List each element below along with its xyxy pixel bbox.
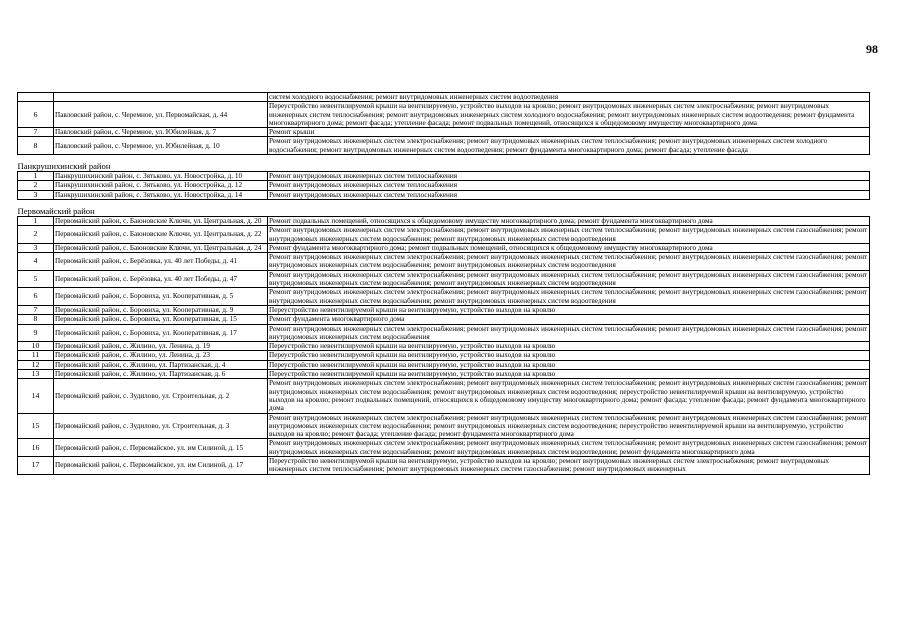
row-number: 8 <box>18 315 54 324</box>
row-number: 3 <box>18 190 54 199</box>
section-title: Первомайский район <box>17 205 95 216</box>
table-row <box>18 315 870 324</box>
row-number: 16 <box>18 439 54 457</box>
row-number: 14 <box>18 379 54 413</box>
table-row <box>18 137 870 155</box>
row-work-list: Ремонт подвальных помещений, относящихся к общедомовому имуществу многоквартирного дома; ремонт фундамента многоквартирного дома <box>268 216 870 225</box>
row-work-list: Переустройство невентилируемой крыши на вентилируемую, устройство выходов на кровлю <box>268 370 870 379</box>
row-work-list: Переустройство невентилируемой крыши на вентилируемую, устройство выходов на кровлю; ремонт внутридомовых инженерных систем электроснабжения; ремонт внутридомовых инженерных систем теплоснабжения; ремонт внутридомовых инженерных систем газоснабжения; ремонт внутридомовых инженерных <box>268 456 870 474</box>
row-number: 17 <box>18 456 54 474</box>
row-number: 5 <box>18 270 54 288</box>
row-address: Первомайский район, с. Берёзовка, ул. 40 лет Победы, д. 41 <box>54 253 268 271</box>
row-number <box>18 93 54 102</box>
table-row <box>18 439 870 457</box>
row-work-list: Переустройство невентилируемой крыши на вентилируемую, устройство выходов на кровлю <box>268 305 870 314</box>
row-work-list: Ремонт фундамента многоквартирного дома <box>268 315 870 324</box>
row-work-list: Ремонт внутридомовых инженерных систем электроснабжения; ремонт внутридомовых инженерных систем теплоснабжения; ремонт внутридомовых инженерных систем газоснабжения; ремонт внутридомовых инженерных систем водоснабжения <box>268 324 870 342</box>
row-address: Первомайский район, с. Боровиха, ул. Кооперативная, д. 15 <box>54 315 268 324</box>
row-address: Первомайский район, с. Первомайское, ул. им Силиной, д. 17 <box>54 456 268 474</box>
row-work-list: Ремонт внутридомовых инженерных систем теплоснабжения <box>268 190 870 199</box>
page-number: 98 <box>866 42 878 56</box>
row-address: Панкрушихинский район, с. Зятьково, ул. Новостройка, д. 10 <box>54 172 268 181</box>
row-address <box>54 93 268 102</box>
row-work-list: Ремонт внутридомовых инженерных систем электроснабжения; ремонт внутридомовых инженерных систем теплоснабжения; ремонт внутридомовых инженерных систем газоснабжения; ремонт внутридомовых инженерных систем водоснабжения; ремонт внутридомовых инженерных систем водоотведения <box>268 253 870 271</box>
row-number: 6 <box>18 102 54 128</box>
row-work-list: Ремонт крыши <box>268 128 870 137</box>
table-row <box>18 342 870 351</box>
repair-program-table <box>17 92 870 475</box>
table-row <box>18 253 870 271</box>
row-number: 9 <box>18 324 54 342</box>
row-number: 12 <box>18 360 54 369</box>
row-address: Первомайский район, с. Жилино, ул. Ленина, д. 19 <box>54 342 268 351</box>
row-work-list: Переустройство невентилируемой крыши на вентилируемую, устройство выходов на кровлю <box>268 351 870 360</box>
row-work-list: Переустройство невентилируемой крыши на вентилируемую, устройство выходов на кровлю; ремонт внутридомовых инженерных систем электроснабжения; ремонт внутридомовых инженерных систем теплоснабжения; ремонт внутридомовых инженерных систем холодного водоснабжения; ремонт внутридомовых инженерных систем водоотведения; ремонт фундамента многоквартирного дома; ремонт фасада; утепление фасада; ремонт подвальных помещений, относящихся к общедомовому имуществу многоквартирного дома <box>268 102 870 128</box>
table-row <box>18 181 870 190</box>
row-address: Первомайский район, с. Первомайское, ул. им Силиной, д. 15 <box>54 439 268 457</box>
section-title: Панкрушихинский район <box>17 161 111 172</box>
row-work-list: Ремонт фундамента многоквартирного дома; ремонт подвальных помещений, относящихся к общедомовому имуществу многоквартирного дома <box>268 243 870 252</box>
row-number: 11 <box>18 351 54 360</box>
row-number: 4 <box>18 253 54 271</box>
row-work-list: Ремонт внутридомовых инженерных систем электроснабжения; ремонт внутридомовых инженерных систем теплоснабжения; ремонт внутридомовых инженерных систем газоснабжения; ремонт внутридомовых инженерных систем водоснабжения; ремонт внутридомовых инженерных систем водоотведения; ремонт фундамента многоквартирного дома <box>268 439 870 457</box>
table-row <box>18 226 870 244</box>
row-number: 7 <box>18 128 54 137</box>
row-number: 6 <box>18 288 54 306</box>
row-address: Первомайский район, с. Боровиха, ул. Кооперативная, д. 17 <box>54 324 268 342</box>
section-header-row <box>18 199 870 216</box>
table-row <box>18 93 870 102</box>
table-row <box>18 413 870 439</box>
row-address: Павловский район, с. Черемное, ул. Юбилейная, д. 10 <box>54 137 268 155</box>
row-address: Павловский район, с. Черемное, ул. Первомайская, д. 44 <box>54 102 268 128</box>
row-number: 3 <box>18 243 54 252</box>
row-address: Первомайский район, с. Жилино, ул. Партизанская, д. 4 <box>54 360 268 369</box>
row-work-list: Переустройство невентилируемой крыши на вентилируемую, устройство выходов на кровлю <box>268 342 870 351</box>
row-number: 7 <box>18 305 54 314</box>
row-work-list: Ремонт внутридомовых инженерных систем электроснабжения; ремонт внутридомовых инженерных систем теплоснабжения; ремонт внутридомовых инженерных систем газоснабжения; ремонт внутридомовых инженерных систем водоснабжения; ремонт внутридомовых инженерных систем водоотведения; переустройство невентилируемой крыши на вентилируемую, устройство выходов на кровлю; ремонт подвальных помещений, относящихся к общедомовому имуществу многоквартирного дома; ремонт фасада; утепление фасада; ремонт фундамента многоквартирного дома <box>268 379 870 413</box>
row-address: Панкрушихинский район, с. Зятьково, ул. Новостройка, д. 14 <box>54 190 268 199</box>
row-work-list: Ремонт внутридомовых инженерных систем электроснабжения; ремонт внутридомовых инженерных систем теплоснабжения; ремонт внутридомовых инженерных систем холодного водоснабжения; ремонт внутридомовых инженерных систем водоотведения; ремонт фундамента многоквартирного дома; ремонт фасада; утепление фасада <box>268 137 870 155</box>
row-address: Первомайский район, с. Баюновские Ключи, ул. Центральная, д. 20 <box>54 216 268 225</box>
table-body <box>18 93 870 475</box>
row-work-list: систем холодного водоснабжения; ремонт внутридомовых инженерных систем водоотведения <box>268 93 870 102</box>
table-row <box>18 128 870 137</box>
document-table-wrapper <box>17 92 869 475</box>
table-row <box>18 305 870 314</box>
row-address: Павловский район, с. Черемное, ул. Юбилейная, д. 7 <box>54 128 268 137</box>
table-row <box>18 270 870 288</box>
row-number: 13 <box>18 370 54 379</box>
table-row <box>18 379 870 413</box>
row-work-list: Ремонт внутридомовых инженерных систем теплоснабжения <box>268 181 870 190</box>
table-row <box>18 351 870 360</box>
row-address: Первомайский район, с. Зудилово, ул. Строительная, д. 2 <box>54 379 268 413</box>
table-row <box>18 288 870 306</box>
row-work-list: Ремонт внутридомовых инженерных систем электроснабжения; ремонт внутридомовых инженерных систем теплоснабжения; ремонт внутридомовых инженерных систем газоснабжения; ремонт внутридомовых инженерных систем водоснабжения; ремонт внутридомовых инженерных систем водоотведения <box>268 270 870 288</box>
row-address: Первомайский район, с. Зудилово, ул. Строительная, д. 3 <box>54 413 268 439</box>
row-number: 15 <box>18 413 54 439</box>
row-work-list: Ремонт внутридомовых инженерных систем электроснабжения; ремонт внутридомовых инженерных систем теплоснабжения; ремонт внутридомовых инженерных систем газоснабжения; ремонт внутридомовых инженерных систем водоснабжения; ремонт внутридомовых инженерных систем водоотведения; переустройство невентилируемой крыши на вентилируемую, устройство выходов на кровлю; ремонт фасада; утепление фасада; ремонт фундамента многоквартирного дома <box>268 413 870 439</box>
row-address: Первомайский район, с. Боровиха, ул. Кооперативная, д. 5 <box>54 288 268 306</box>
row-number: 8 <box>18 137 54 155</box>
row-work-list: Переустройство невентилируемой крыши на вентилируемую, устройство выходов на кровлю <box>268 360 870 369</box>
row-work-list: Ремонт внутридомовых инженерных систем электроснабжения; ремонт внутридомовых инженерных систем теплоснабжения; ремонт внутридомовых инженерных систем газоснабжения; ремонт внутридомовых инженерных систем водоснабжения; ремонт внутридомовых инженерных систем водоотведения <box>268 288 870 306</box>
row-number: 1 <box>18 216 54 225</box>
row-work-list: Ремонт внутридомовых инженерных систем электроснабжения; ремонт внутридомовых инженерных систем теплоснабжения; ремонт внутридомовых инженерных систем газоснабжения; ремонт внутридомовых инженерных систем водоснабжения; ремонт внутридомовых инженерных систем водоотведения <box>268 226 870 244</box>
row-address: Первомайский район, с. Жилино, ул. Ленина, д. 23 <box>54 351 268 360</box>
table-row <box>18 102 870 128</box>
row-number: 2 <box>18 181 54 190</box>
row-address: Панкрушихинский район, с. Зятьково, ул. Новостройка, д. 12 <box>54 181 268 190</box>
table-row <box>18 456 870 474</box>
row-address: Первомайский район, с. Боровиха, ул. Кооперативная, д. 9 <box>54 305 268 314</box>
row-number: 1 <box>18 172 54 181</box>
table-row <box>18 360 870 369</box>
table-row <box>18 243 870 252</box>
row-address: Первомайский район, с. Жилино, ул. Партизанская, д. 6 <box>54 370 268 379</box>
row-address: Первомайский район, с. Баюновские Ключи, ул. Центральная, д. 22 <box>54 226 268 244</box>
table-row <box>18 172 870 181</box>
row-number: 2 <box>18 226 54 244</box>
table-row <box>18 216 870 225</box>
section-header-row <box>18 155 870 172</box>
table-row <box>18 370 870 379</box>
row-address: Первомайский район, с. Баюновские Ключи, ул. Центральная, д. 24 <box>54 243 268 252</box>
table-row <box>18 324 870 342</box>
row-address: Первомайский район, с. Берёзовка, ул. 40 лет Победы, д. 47 <box>54 270 268 288</box>
row-work-list: Ремонт внутридомовых инженерных систем теплоснабжения <box>268 172 870 181</box>
row-number: 10 <box>18 342 54 351</box>
table-row <box>18 190 870 199</box>
